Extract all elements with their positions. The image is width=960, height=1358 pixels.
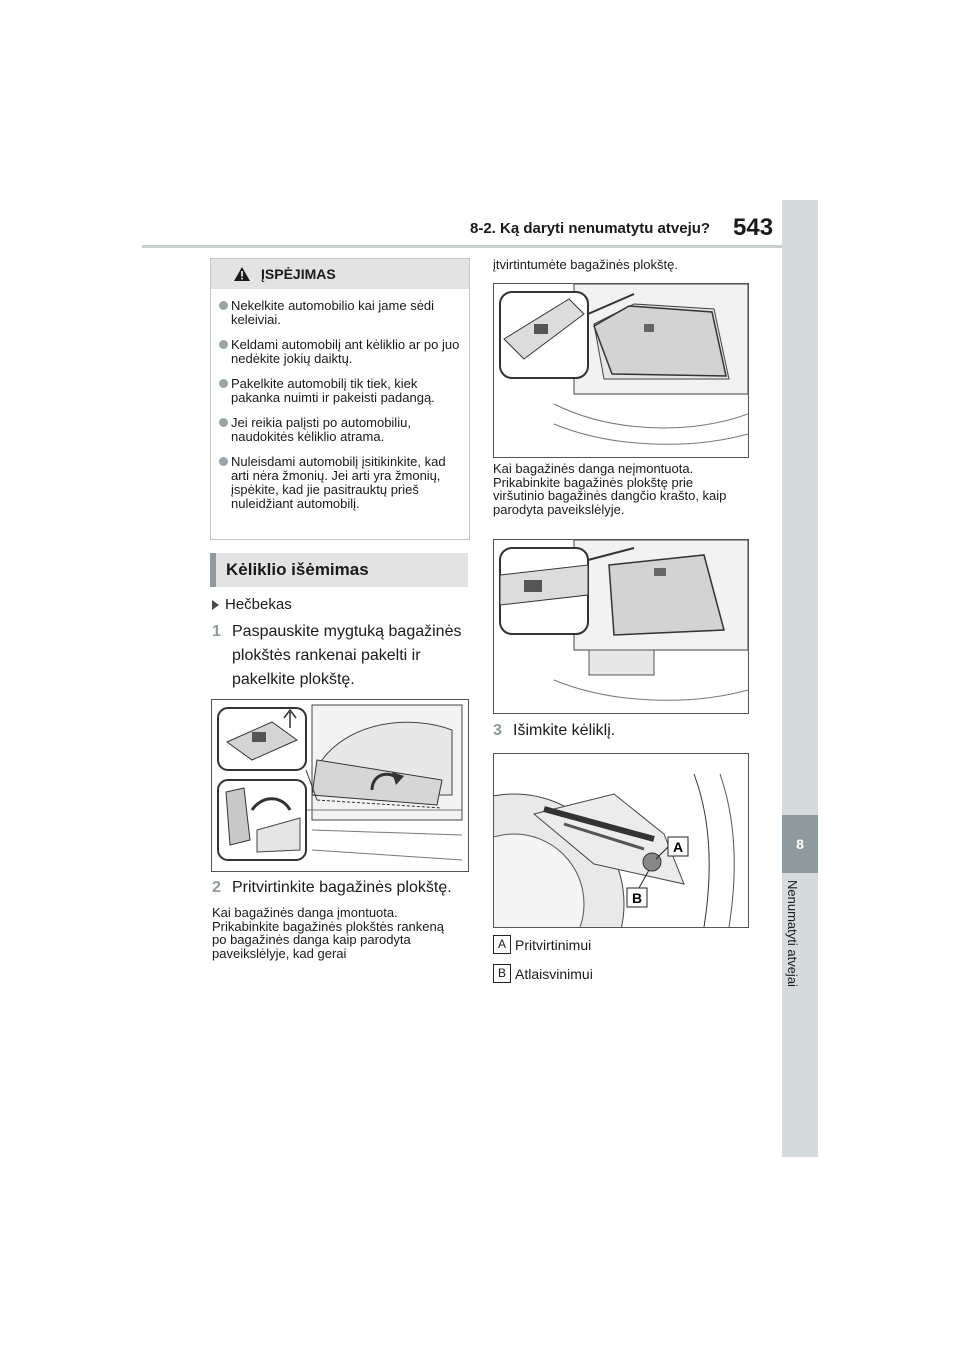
subheading-text: Hečbekas: [225, 596, 292, 613]
step-text: Pritvirtinkite bagažinės plokštę.: [232, 879, 452, 896]
step-1: [212, 620, 472, 692]
bullet-icon: [219, 457, 228, 466]
legend-tag: A: [493, 935, 511, 954]
legend-text: Pritvirtinimui: [515, 936, 592, 953]
arrow-right-icon: [212, 600, 219, 610]
warning-item: Jei reikia palįsti po automobiliu, naudokitės kėliklio atrama.: [219, 416, 461, 444]
bullet-icon: [219, 301, 228, 310]
figure-luggage-board-lift: [211, 699, 469, 872]
legend-item-b: [493, 964, 593, 983]
step-number: 3: [493, 722, 502, 739]
chapter-number: 8: [782, 815, 818, 873]
warning-box: [210, 258, 470, 540]
chapter-label: Nenumatyti atvejai: [785, 880, 800, 987]
legend-tag: B: [493, 964, 511, 983]
step-2-note-a: Kai bagažinės danga įmontuota. Prikabinkite bagažinės plokštės rankeną po bagažinės danga kaip parodyta paveikslėlyje, kad gerai: [212, 905, 444, 961]
subheading: [212, 596, 292, 613]
legend-item-a: [493, 935, 591, 954]
bullet-icon: [219, 418, 228, 427]
step-2: [212, 876, 472, 900]
bullet-icon: [219, 340, 228, 349]
figure-jack-removal: [493, 753, 749, 928]
step-text: Paspauskite mygtuką bagažinės plokštės rankenai pakelti ir pakelkite plokštę.: [232, 623, 462, 688]
warning-title: ĮSPĖJIMAS: [261, 266, 336, 282]
page-number: 543: [733, 214, 774, 241]
step-2-note-a-continued: įtvirtintumėte bagažinės plokštę.: [493, 257, 678, 272]
step-text: Išimkite kėliklį.: [513, 722, 616, 739]
figure-board-hooked-to-door: [493, 539, 749, 714]
warning-header: [211, 259, 469, 289]
header-rule: [142, 245, 782, 248]
warning-list: [211, 289, 469, 511]
figure-label-a: A: [672, 839, 684, 855]
figure-board-hooked-to-cover: [493, 283, 749, 458]
step-3: [493, 719, 753, 743]
chapter-tab: [782, 200, 818, 1157]
warning-triangle-icon: [233, 266, 251, 282]
bullet-icon: [219, 379, 228, 388]
step-number: 1: [212, 623, 221, 640]
warning-item: Nekelkite automobilio kai jame sėdi keleiviai.: [219, 299, 461, 327]
warning-item: Pakelkite automobilį tik tiek, kiek pakanka nuimti ir pakeisti padangą.: [219, 377, 461, 405]
section-title: 8-2. Ką daryti nenumatytu atveju?: [470, 220, 711, 237]
step-2-note-b: Kai bagažinės danga neįmontuota. Prikabinkite bagažinės plokštę prie viršutinio bagažinės dangčio krašto, kaip parodyta paveikslėlyje.: [493, 461, 727, 517]
legend-text: Atlaisvinimui: [515, 965, 593, 982]
warning-item: Keldami automobilį ant kėliklio ar po juo nedėkite jokių daiktų.: [219, 338, 461, 366]
figure-label-b: B: [631, 890, 643, 906]
section-heading: Kėliklio išėmimas: [210, 553, 468, 587]
step-number: 2: [212, 879, 221, 896]
warning-item: Nuleisdami automobilį įsitikinkite, kad arti nėra žmonių. Jei arti yra žmonių, įspėkite, kad jie pasitrauktų prieš nuleidžiant automobilį.: [219, 455, 461, 511]
